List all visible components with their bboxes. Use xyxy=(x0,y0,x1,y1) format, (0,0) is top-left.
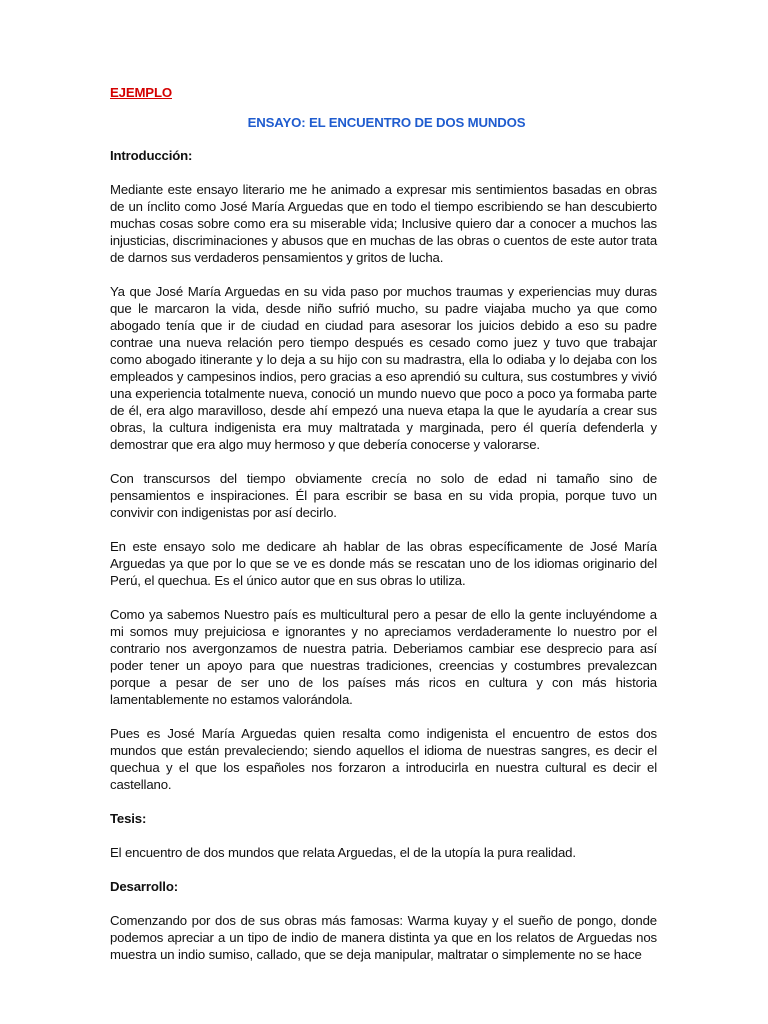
document-page xyxy=(110,84,657,963)
essay-title: ENSAYO: EL ENCUENTRO DE DOS MUNDOS xyxy=(247,115,526,130)
example-label: EJEMPLO xyxy=(110,85,172,100)
thesis-text: El encuentro de dos mundos que relata Arguedas, el de la utopía la pura realidad. xyxy=(110,845,576,860)
paragraph-6: Pues es José María Arguedas quien resalta como indigenista el encuentro de estos dos mundos que están prevaleciendo; siendo aquellos el idioma de nuestras sangres, es decir el quechua y el que los españoles nos forzaron a introducirla en nuestra cultural es decir el castellano. xyxy=(110,726,657,792)
paragraph-5: Como ya sabemos Nuestro país es multicultural pero a pesar de ello la gente incluyéndome a mi somos muy prejuiciosa e ignorantes y no apreciamos verdaderamente lo nuestro por el contrario nos avergonzamos de nuestra patria. Deberiamos cambiar ese desprecio para así poder tener un apoyo para que nuestras tradiciones, creencias y costumbres prevalezcan porque a pesar de ser uno de los países más ricos en cultura y con más historia lamentablemente no estamos valorándola. xyxy=(110,607,657,707)
paragraph-1: Mediante este ensayo literario me he animado a expresar mis sentimientos basadas en obras de un ínclito como José María Arguedas que en todo el tiempo escribiendo se han descubierto muchas cosas sobre como era su miserable vida; Inclusive quiero dar a conocer a muchos las injusticias, discriminaciones y abusos que en muchas de las obras o cuentos de este autor trata de darnos sus verdaderos pensamientos y gritos de lucha. xyxy=(110,182,657,265)
development-heading: Desarrollo: xyxy=(110,879,178,894)
paragraph-4: En este ensayo solo me dedicare ah hablar de las obras específicamente de José María Arguedas ya que por lo que se ve es donde más se rescatan uno de los idiomas originario del Perú, el quechua. Es el único autor que en sus obras lo utiliza. xyxy=(110,539,657,588)
development-text: Comenzando por dos de sus obras más famosas: Warma kuyay y el sueño de pongo, donde podemos apreciar a un tipo de indio de manera distinta ya que en los relatos de Arguedas nos muestra un indio sumiso, callado, que se deja manipular, maltratar o simplemente no se hace xyxy=(110,913,657,962)
paragraph-3: Con transcursos del tiempo obviamente crecía no solo de edad ni tamaño sino de pensamientos e inspiraciones. Él para escribir se basa en su vida propia, porque tuvo un convivir con indigenistas por así decirlo. xyxy=(110,471,657,520)
introduction-heading: Introducción: xyxy=(110,148,193,163)
paragraph-2: Ya que José María Arguedas en su vida paso por muchos traumas y experiencias muy duras que le marcaron la vida, desde niño sufrió mucho, su padre viajaba mucho ya que como abogado tenía que ir de ciudad en ciudad para asesorar los juicios debido a eso su padre contrae una nueva relación pero tiempo después es cesado como juez y tuvo que trabajar como abogado itinerante y lo deja a su hijo con su madrastra, ella lo odiaba y lo dejaba con los empleados y campesinos indios, pero gracias a eso aprendió su cultura, sus costumbres y vivió una experiencia totalmente nueva, conoció un mundo nuevo que poco a poco ya formaba parte de él, era algo maravilloso, desde ahí empezó una nueva etapa la que le ayudaría a crear sus obras, la cultura indigenista era muy maltratada y marginada, pero él quería defenderla y demostrar que era algo muy hermoso y que debería conocerse y valorarse. xyxy=(110,284,657,452)
thesis-heading: Tesis: xyxy=(110,811,147,826)
